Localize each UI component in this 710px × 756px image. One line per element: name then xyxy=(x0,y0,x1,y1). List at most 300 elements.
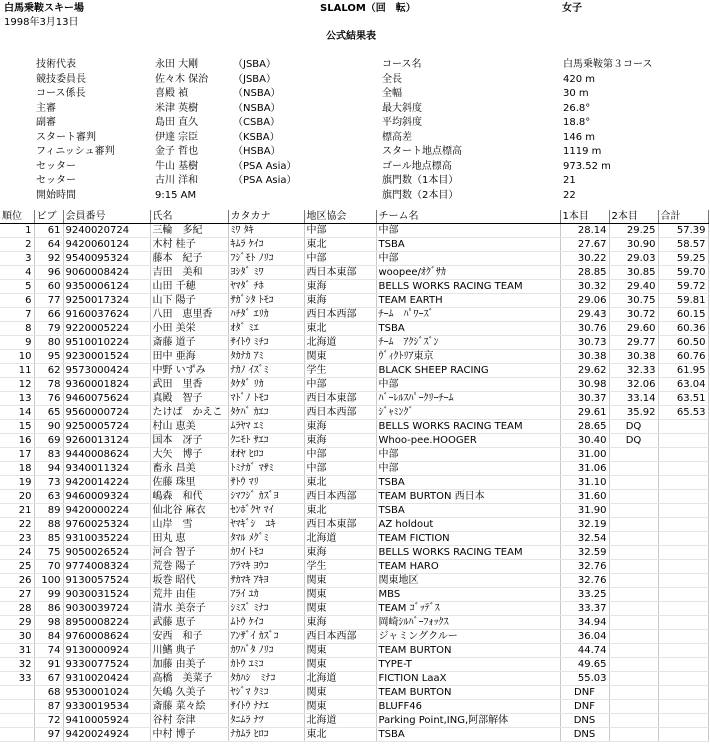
cell-kana: ﾑﾗﾔﾏ ｴﾐ xyxy=(228,420,304,434)
cell-name: 吉田 美和 xyxy=(150,266,228,280)
cell-kana: ｻｲﾄｳ ﾅﾅｴ xyxy=(228,700,304,714)
cell-name: 河合 智子 xyxy=(150,546,228,560)
cell-kana: ｻﾄｳ ﾏﾘ xyxy=(228,476,304,490)
cell-bib: 70 xyxy=(34,560,63,574)
cell-team: BELLS WORKS RACING TEAM xyxy=(376,280,560,294)
cell-region: 東北 xyxy=(304,238,376,252)
cell-rank: 25 xyxy=(0,560,34,574)
cell-rank xyxy=(0,700,34,714)
cell-run1: DNF xyxy=(560,686,609,700)
cell-run1: 28.14 xyxy=(560,224,609,238)
cell-region: 関東 xyxy=(304,658,376,672)
cell-member-no: 9130000924 xyxy=(63,644,150,658)
cell-name: 村山 恵美 xyxy=(150,420,228,434)
cell-rank: 8 xyxy=(0,322,34,336)
table-row xyxy=(0,322,708,336)
cell-team: 中部 xyxy=(376,462,560,476)
course-label: 旗門数（2本目） xyxy=(382,189,459,201)
official-name: 島田 直久 xyxy=(155,117,199,128)
cell-member-no: 9340011324 xyxy=(63,462,150,476)
cell-region: 東海 xyxy=(304,546,376,560)
cell-bib: 83 xyxy=(34,448,63,462)
cell-rank: 32 xyxy=(0,658,34,672)
cell-kana: ﾐﾜ ﾀｷ xyxy=(228,224,304,238)
cell-team: 中部 xyxy=(376,378,560,392)
cell-total xyxy=(658,518,708,532)
cell-team: TEAM HARO xyxy=(376,560,560,574)
official-role: 競技委員長 xyxy=(36,73,86,85)
cell-member-no: 9240020724 xyxy=(63,224,150,238)
cell-region: 北海道 xyxy=(304,336,376,350)
cell-team: ﾁｰﾑ ﾊﾟﾜｰｽﾞ xyxy=(376,308,560,322)
course-value: 21 xyxy=(563,175,576,186)
cell-name: 小田 美栄 xyxy=(150,322,228,336)
cell-team: TEAM EARTH xyxy=(376,294,560,308)
cell-rank xyxy=(0,686,34,700)
cell-member-no: 9420060124 xyxy=(63,238,150,252)
cell-total: 63.51 xyxy=(658,392,708,406)
cell-kana: ｷﾑﾗ ｹｲｺ xyxy=(228,238,304,252)
course-value: 26.8° xyxy=(563,102,591,114)
cell-member-no: 9310020424 xyxy=(63,672,150,686)
cell-total xyxy=(658,532,708,546)
cell-bib: 95 xyxy=(34,350,63,364)
cell-total xyxy=(658,574,708,588)
cell-kana: ｱﾗﾏｷ ﾖｳｺ xyxy=(228,560,304,574)
course-value: 420 m xyxy=(563,73,596,85)
table-row xyxy=(0,658,708,672)
cell-region: 関東 xyxy=(304,644,376,658)
table-row xyxy=(0,518,708,532)
cell-rank: 10 xyxy=(0,350,34,364)
official-name: 伊達 宗臣 xyxy=(155,131,199,143)
cell-region: 関東 xyxy=(304,350,376,364)
cell-run1: 32.19 xyxy=(560,518,609,532)
cell-region: 西日本西部 xyxy=(304,406,376,420)
cell-run2 xyxy=(609,490,658,504)
cell-member-no: 9220005224 xyxy=(63,322,150,336)
cell-run1: 28.85 xyxy=(560,266,609,280)
cell-team: BELLS WORKS RACING TEAM xyxy=(376,546,560,560)
cell-rank: 33 xyxy=(0,672,34,686)
cell-bib: 85 xyxy=(34,532,63,546)
column-header-kana: カタカナ xyxy=(228,210,304,224)
cell-bib: 66 xyxy=(34,308,63,322)
table-row xyxy=(0,266,708,280)
cell-kana: ｻｶﾞｼﾀ ﾄﾓｺ xyxy=(228,294,304,308)
table-row xyxy=(0,308,708,322)
cell-rank: 19 xyxy=(0,476,34,490)
cell-region: 東海 xyxy=(304,280,376,294)
cell-region: 学生 xyxy=(304,364,376,378)
cell-team: BELLS WORKS RACING TEAM xyxy=(376,420,560,434)
cell-region: 中部 xyxy=(304,462,376,476)
cell-name: 斎藤 道子 xyxy=(150,336,228,350)
cell-kana: ﾅｶﾑﾗ ﾋﾛｺ xyxy=(228,728,304,742)
cell-run2 xyxy=(609,616,658,630)
table-row xyxy=(0,560,708,574)
official-role: コース係長 xyxy=(36,88,86,99)
cell-kana: ｶﾄｳ ﾕﾐｺ xyxy=(228,658,304,672)
cell-name: 山下 陽子 xyxy=(150,294,228,308)
cell-team: ジャミングクルー xyxy=(376,630,560,644)
course-value: 白馬乗鞍第３コース xyxy=(563,59,653,70)
cell-member-no: 9250005724 xyxy=(63,420,150,434)
cell-bib: 60 xyxy=(34,280,63,294)
table-row xyxy=(0,490,708,504)
cell-kana: ﾀﾆﾑﾗ ﾅﾂ xyxy=(228,714,304,728)
official-name: 古川 洋和 xyxy=(155,175,199,186)
table-row xyxy=(0,336,708,350)
cell-run1: 27.67 xyxy=(560,238,609,252)
cell-run1: 30.22 xyxy=(560,252,609,266)
cell-run1: 32.59 xyxy=(560,546,609,560)
cell-team: BLACK SHEEP RACING xyxy=(376,364,560,378)
cell-member-no: 9030039724 xyxy=(63,602,150,616)
cell-region: 西日本西部 xyxy=(304,308,376,322)
cell-run2 xyxy=(609,588,658,602)
cell-total xyxy=(658,420,708,434)
cell-kana: ﾌｼﾞﾓﾄ ﾉﾘｺ xyxy=(228,252,304,266)
cell-team: TYPE-T xyxy=(376,658,560,672)
cell-total xyxy=(658,462,708,476)
cell-name: 佐藤 珠里 xyxy=(150,476,228,490)
cell-rank: 28 xyxy=(0,602,34,616)
course-label: スタート地点標高 xyxy=(382,146,462,157)
cell-name: 荒巻 陽子 xyxy=(150,560,228,574)
cell-member-no: 9160037624 xyxy=(63,308,150,322)
document-title: 公式結果表 xyxy=(326,31,376,42)
table-row xyxy=(0,462,708,476)
cell-run1: 30.76 xyxy=(560,322,609,336)
cell-total xyxy=(658,658,708,672)
cell-bib: 92 xyxy=(34,252,63,266)
cell-kana: ﾄﾐﾅｶﾞ ﾏｻﾐ xyxy=(228,462,304,476)
cell-rank: 11 xyxy=(0,364,34,378)
cell-bib: 90 xyxy=(34,420,63,434)
cell-rank: 30 xyxy=(0,630,34,644)
cell-rank: 17 xyxy=(0,448,34,462)
cell-region: 東北 xyxy=(304,476,376,490)
official-name: 9:15 AM xyxy=(155,189,197,201)
cell-total: 60.50 xyxy=(658,336,708,350)
venue-title: 白馬乗鞍スキー場 xyxy=(4,3,84,14)
cell-run1: 30.37 xyxy=(560,392,609,406)
cell-team: Whoo-pee.HOOGER xyxy=(376,434,560,448)
cell-member-no: 9440008624 xyxy=(63,448,150,462)
cell-team: TSBA xyxy=(376,238,560,252)
table-row xyxy=(0,714,708,728)
cell-name: 安西 和子 xyxy=(150,630,228,644)
official-org: （KSBA） xyxy=(233,131,280,143)
race-date: 1998年3月13日 xyxy=(4,17,79,28)
cell-bib: 87 xyxy=(34,700,63,714)
cell-run1: 32.54 xyxy=(560,532,609,546)
cell-bib: 63 xyxy=(34,490,63,504)
cell-rank: 5 xyxy=(0,280,34,294)
cell-run1: 28.65 xyxy=(560,420,609,434)
cell-run1: DNS xyxy=(560,728,609,742)
cell-total xyxy=(658,728,708,742)
cell-team: 関東地区 xyxy=(376,574,560,588)
cell-member-no: 9510010224 xyxy=(63,336,150,350)
cell-member-no: 9760025324 xyxy=(63,518,150,532)
cell-bib: 67 xyxy=(34,672,63,686)
cell-run2 xyxy=(609,546,658,560)
cell-total xyxy=(658,700,708,714)
cell-run1: 31.90 xyxy=(560,504,609,518)
cell-region: 東北 xyxy=(304,322,376,336)
cell-team: TEAM FICTION xyxy=(376,532,560,546)
cell-bib: 79 xyxy=(34,322,63,336)
cell-kana: ﾀｹﾊﾞ ｶｴｺ xyxy=(228,406,304,420)
cell-rank: 7 xyxy=(0,308,34,322)
table-row xyxy=(0,224,708,238)
cell-rank: 31 xyxy=(0,644,34,658)
cell-total xyxy=(658,686,708,700)
cell-rank: 15 xyxy=(0,420,34,434)
cell-run1: 31.10 xyxy=(560,476,609,490)
cell-region: 学生 xyxy=(304,560,376,574)
results-table xyxy=(0,210,709,742)
cell-member-no: 9760008624 xyxy=(63,630,150,644)
cell-run1: 34.94 xyxy=(560,616,609,630)
table-row xyxy=(0,294,708,308)
course-label: 全幅 xyxy=(382,88,402,99)
cell-run1: 29.61 xyxy=(560,406,609,420)
table-row xyxy=(0,238,708,252)
course-value: 973.52 m xyxy=(563,160,611,172)
cell-run2: 33.14 xyxy=(609,392,658,406)
cell-name: 荒井 由佳 xyxy=(150,588,228,602)
cell-name: 加藤 由美子 xyxy=(150,658,228,672)
official-role: セッター xyxy=(36,160,76,172)
cell-name: 八田 恵里香 xyxy=(150,308,228,322)
cell-rank: 14 xyxy=(0,406,34,420)
official-role: 副審 xyxy=(36,117,56,128)
cell-run2 xyxy=(609,504,658,518)
cell-run1: 29.43 xyxy=(560,308,609,322)
table-row xyxy=(0,504,708,518)
cell-run1: 31.60 xyxy=(560,490,609,504)
official-org: （PSA Asia） xyxy=(233,160,297,172)
table-row xyxy=(0,616,708,630)
cell-total xyxy=(658,602,708,616)
table-row xyxy=(0,728,708,742)
cell-rank: 2 xyxy=(0,238,34,252)
cell-bib: 73 xyxy=(34,476,63,490)
column-header-rank: 順位 xyxy=(0,210,34,224)
cell-bib: 96 xyxy=(34,266,63,280)
cell-rank: 21 xyxy=(0,504,34,518)
cell-bib: 64 xyxy=(34,238,63,252)
cell-kana: ｶﾜﾊﾞﾀ ﾉﾘｺ xyxy=(228,644,304,658)
cell-total xyxy=(658,714,708,728)
cell-total xyxy=(658,672,708,686)
cell-team: TSBA xyxy=(376,728,560,742)
cell-run2 xyxy=(609,630,658,644)
course-label: 最大斜度 xyxy=(382,102,422,114)
cell-name: たけば かえこ xyxy=(150,406,228,420)
cell-total: 59.81 xyxy=(658,294,708,308)
course-label: ゴール地点標高 xyxy=(382,160,452,172)
cell-total xyxy=(658,490,708,504)
cell-bib: 74 xyxy=(34,644,63,658)
cell-kana: ﾔﾏｷﾞｼ ﾕｷ xyxy=(228,518,304,532)
official-name: 永田 大剛 xyxy=(155,59,199,70)
cell-team: TEAM ｺﾞｯﾃﾞｽ xyxy=(376,602,560,616)
table-row xyxy=(0,602,708,616)
cell-member-no: 9130057524 xyxy=(63,574,150,588)
official-org: （HSBA） xyxy=(233,146,281,157)
cell-name: 藤本 紀子 xyxy=(150,252,228,266)
cell-kana: ﾑﾄｳ ｹｲｺ xyxy=(228,616,304,630)
cell-run1: 30.98 xyxy=(560,378,609,392)
table-row xyxy=(0,574,708,588)
cell-member-no: 9420024924 xyxy=(63,728,150,742)
course-value: 30 m xyxy=(563,88,589,99)
table-row xyxy=(0,686,708,700)
table-row xyxy=(0,406,708,420)
cell-region: 中部 xyxy=(304,224,376,238)
official-name: 金子 哲也 xyxy=(155,146,199,157)
cell-bib: 84 xyxy=(34,630,63,644)
cell-member-no: 9774008324 xyxy=(63,560,150,574)
cell-member-no: 9250017324 xyxy=(63,294,150,308)
course-value: 22 xyxy=(563,189,576,201)
cell-total xyxy=(658,560,708,574)
table-row xyxy=(0,392,708,406)
cell-region: 北海道 xyxy=(304,532,376,546)
event-title: SLALOM（回 転） xyxy=(320,3,416,14)
cell-bib: 100 xyxy=(34,574,63,588)
cell-total xyxy=(658,616,708,630)
cell-member-no: 9530001024 xyxy=(63,686,150,700)
cell-kana: ｼﾏﾌｼﾞ ｶｽﾞﾖ xyxy=(228,490,304,504)
cell-kana: ﾔｼﾞﾏ ｸﾐｺ xyxy=(228,686,304,700)
official-org: （NSBA） xyxy=(233,102,281,114)
cell-run1: 31.00 xyxy=(560,448,609,462)
cell-member-no: 9030031524 xyxy=(63,588,150,602)
cell-kana: ｵﾀﾞ ﾐｴ xyxy=(228,322,304,336)
cell-rank: 26 xyxy=(0,574,34,588)
cell-run2 xyxy=(609,602,658,616)
cell-region: 東北 xyxy=(304,504,376,518)
cell-member-no: 9420014224 xyxy=(63,476,150,490)
cell-bib: 77 xyxy=(34,294,63,308)
cell-bib: 75 xyxy=(34,546,63,560)
cell-run2: DQ xyxy=(609,420,658,434)
cell-member-no: 9540095324 xyxy=(63,252,150,266)
cell-run2 xyxy=(609,462,658,476)
cell-total xyxy=(658,588,708,602)
cell-run1: 44.74 xyxy=(560,644,609,658)
cell-kana: ｼﾐｽﾞ ﾐﾅｺ xyxy=(228,602,304,616)
table-row xyxy=(0,588,708,602)
cell-name: 武藤 恵子 xyxy=(150,616,228,630)
cell-team: woopee/ｵｸﾞｻｶ xyxy=(376,266,560,280)
cell-member-no: 9420000224 xyxy=(63,504,150,518)
cell-rank: 18 xyxy=(0,462,34,476)
official-role: スタート審判 xyxy=(36,131,96,143)
cell-run2: 32.33 xyxy=(609,364,658,378)
cell-bib: 72 xyxy=(34,714,63,728)
official-name: 牛山 基樹 xyxy=(155,160,199,172)
cell-kana: ｻｲﾄｳ ﾐﾁｺ xyxy=(228,336,304,350)
cell-region: 関東 xyxy=(304,574,376,588)
table-row xyxy=(0,364,708,378)
table-row xyxy=(0,546,708,560)
cell-region: 西日本西部 xyxy=(304,630,376,644)
cell-run2 xyxy=(609,714,658,728)
table-row xyxy=(0,420,708,434)
table-row xyxy=(0,350,708,364)
cell-run2 xyxy=(609,574,658,588)
column-header-total: 合計 xyxy=(658,210,708,224)
cell-bib: 97 xyxy=(34,728,63,742)
cell-kana: ﾀﾏﾙ ﾒｸﾞﾐ xyxy=(228,532,304,546)
cell-rank: 27 xyxy=(0,588,34,602)
cell-name: 大矢 博子 xyxy=(150,448,228,462)
cell-total xyxy=(658,504,708,518)
cell-rank: 29 xyxy=(0,616,34,630)
table-row xyxy=(0,644,708,658)
cell-name: 木村 桂子 xyxy=(150,238,228,252)
cell-kana: ｶﾜｲ ﾄﾓｺ xyxy=(228,546,304,560)
cell-bib: 76 xyxy=(34,392,63,406)
cell-team: TEAM BURTON 西日本 xyxy=(376,490,560,504)
cell-team: 中部 xyxy=(376,224,560,238)
cell-name: 田中 亜海 xyxy=(150,350,228,364)
column-header-bib: ビブ xyxy=(34,210,63,224)
cell-member-no: 9573000424 xyxy=(63,364,150,378)
cell-total xyxy=(658,448,708,462)
cell-run2 xyxy=(609,644,658,658)
cell-region: 中部 xyxy=(304,378,376,392)
column-header-member-no: 会員番号 xyxy=(63,210,150,224)
cell-region: 北海道 xyxy=(304,672,376,686)
cell-kana: ﾀｶﾊｼ ﾐﾅｺ xyxy=(228,672,304,686)
official-role: セッター xyxy=(36,175,76,186)
cell-bib: 88 xyxy=(34,518,63,532)
cell-name: 田丸 恵 xyxy=(150,532,228,546)
cell-run2 xyxy=(609,672,658,686)
cell-region: 東海 xyxy=(304,616,376,630)
column-header-team: チーム名 xyxy=(376,210,560,224)
cell-rank: 22 xyxy=(0,518,34,532)
cell-name: 真殿 智子 xyxy=(150,392,228,406)
course-label: 旗門数（1本目） xyxy=(382,175,459,186)
cell-kana: ﾖｼﾀﾞ ﾐﾜ xyxy=(228,266,304,280)
cell-run1: 29.06 xyxy=(560,294,609,308)
cell-member-no: 9350006124 xyxy=(63,280,150,294)
table-row xyxy=(0,280,708,294)
cell-run2: 32.06 xyxy=(609,378,658,392)
cell-total: 60.76 xyxy=(658,350,708,364)
cell-team: AZ holdout xyxy=(376,518,560,532)
cell-team: 中部 xyxy=(376,448,560,462)
cell-kana: ｵｵﾔ ﾋﾛｺ xyxy=(228,448,304,462)
cell-region: 西日本東部 xyxy=(304,518,376,532)
cell-bib: 89 xyxy=(34,504,63,518)
course-value: 146 m xyxy=(563,131,596,143)
cell-bib: 80 xyxy=(34,336,63,350)
cell-team: TEAM BURTON xyxy=(376,686,560,700)
cell-region: 東海 xyxy=(304,434,376,448)
cell-kana: ﾀｶﾅｶ ｱﾐ xyxy=(228,350,304,364)
cell-run1: 32.76 xyxy=(560,560,609,574)
cell-region: 中部 xyxy=(304,448,376,462)
